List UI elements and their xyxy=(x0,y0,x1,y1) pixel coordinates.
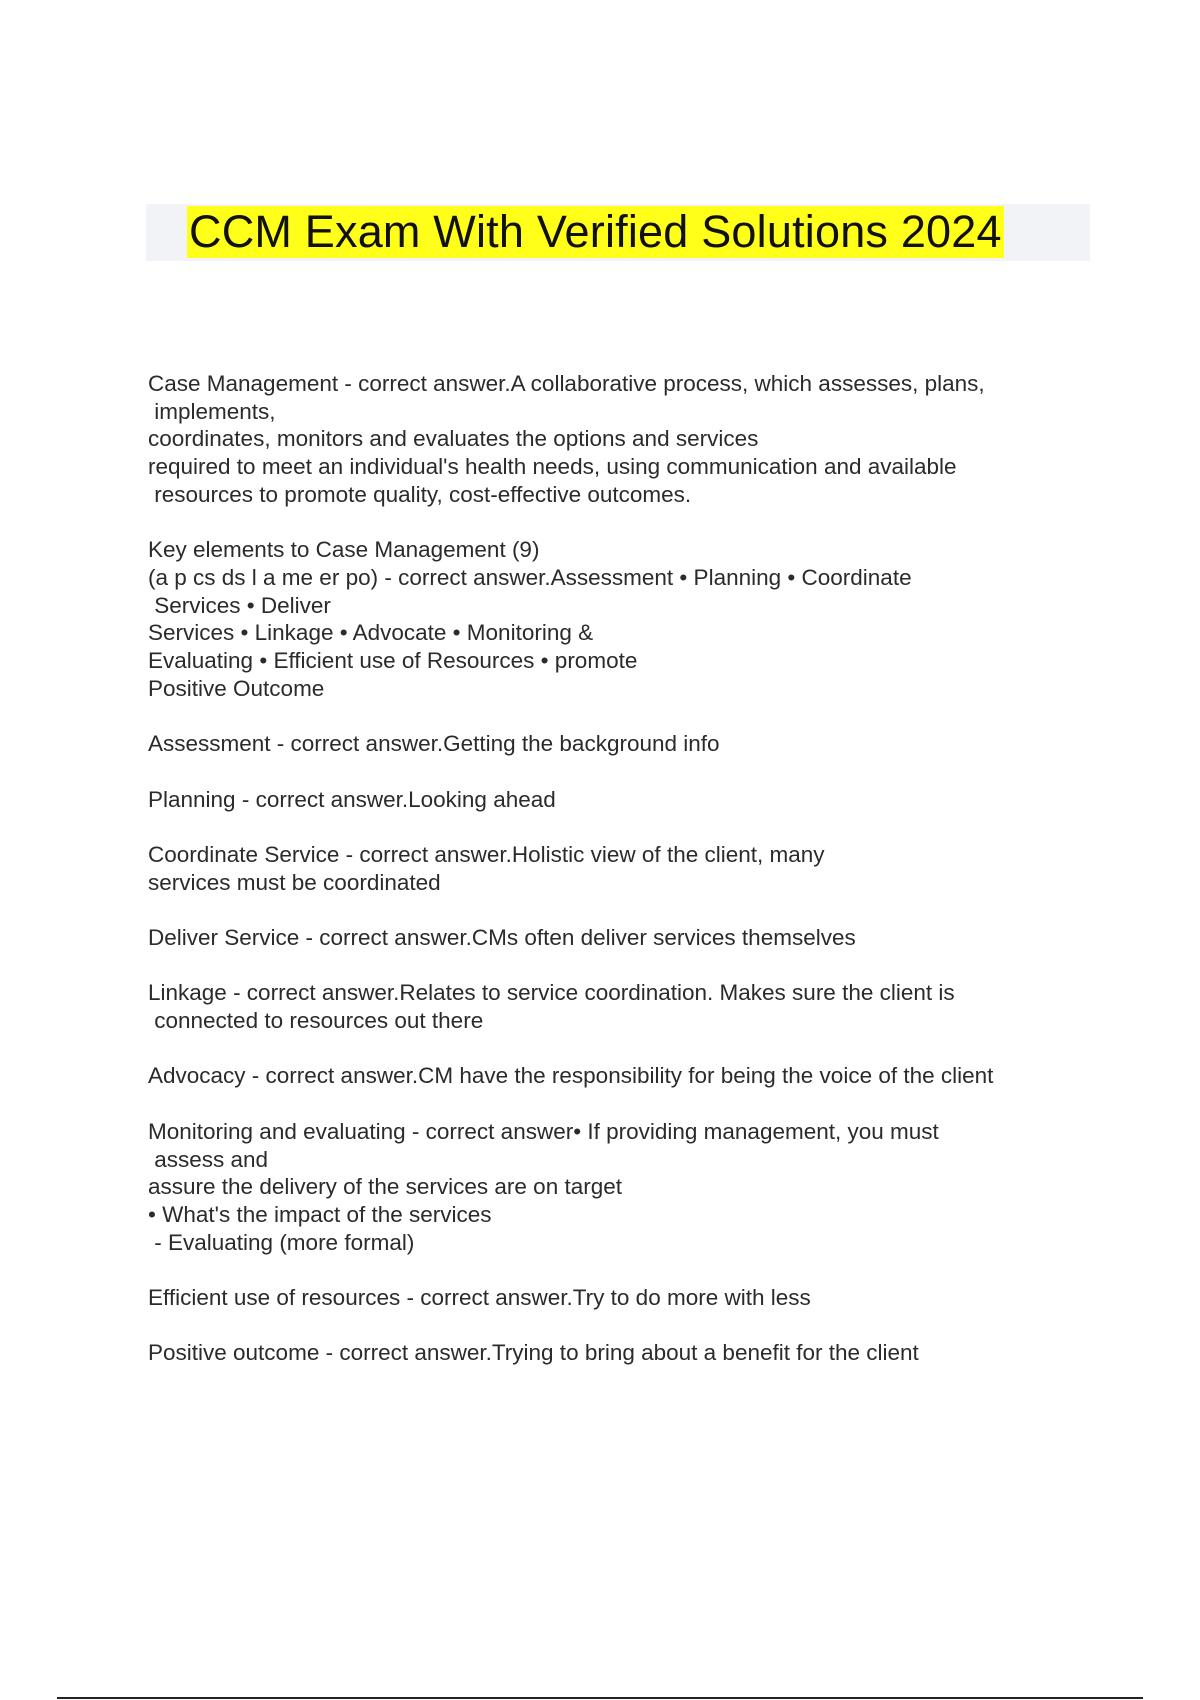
entry-text-line: Services • Linkage • Advocate • Monitoring & xyxy=(148,620,594,646)
entry-text-line: required to meet an individual's health needs, using communication and available xyxy=(148,454,957,480)
entry-text-line: Planning - correct answer.Looking ahead xyxy=(148,786,556,812)
qa-entry xyxy=(148,1118,1098,1257)
qa-entry xyxy=(148,841,1098,896)
entry-text-line: resources to promote quality, cost-effective outcomes. xyxy=(148,481,692,507)
entry-text-line: Efficient use of resources - correct answer.Try to do more with less xyxy=(148,1285,811,1311)
entry-text-line: assure the delivery of the services are on target xyxy=(148,1174,622,1200)
entry-text-line: Deliver Service - correct answer.CMs often deliver services themselves xyxy=(148,924,856,950)
entry-text-line: Key elements to Case Management (9) xyxy=(148,537,540,563)
entry-text-line: Monitoring and evaluating - correct answer• If providing management, you must xyxy=(148,1118,939,1144)
entry-text-line: Coordinate Service - correct answer.Holistic view of the client, many xyxy=(148,841,825,867)
document-title: CCM Exam With Verified Solutions 2024 xyxy=(189,206,1002,257)
entry-text-line: assess and xyxy=(148,1146,269,1172)
entry-text-line: Positive outcome - correct answer.Trying to bring about a benefit for the client xyxy=(148,1340,919,1366)
qa-entry xyxy=(148,730,1098,758)
bottom-divider xyxy=(57,1697,1143,1699)
qa-entry xyxy=(148,1062,1098,1090)
entry-text-line: Evaluating • Efficient use of Resources • promote xyxy=(148,648,638,674)
entry-text-line: - Evaluating (more formal) xyxy=(148,1229,415,1255)
entry-text-line: coordinates, monitors and evaluates the options and services xyxy=(148,426,759,452)
entry-text-line: Case Management - correct answer.A collaborative process, which assesses, plans, xyxy=(148,371,985,396)
entry-text-line: • What's the impact of the services xyxy=(148,1201,492,1227)
qa-entry xyxy=(148,924,1098,952)
entry-text-line: Services • Deliver xyxy=(148,592,331,618)
entry-text-line: Advocacy - correct answer.CM have the responsibility for being the voice of the client xyxy=(148,1063,994,1089)
entry-text-line: services must be coordinated xyxy=(148,869,441,895)
entry-text-line: (a p cs ds l a me er po) - correct answer.Assessment • Planning • Coordinate xyxy=(148,564,912,590)
qa-entry xyxy=(148,370,1098,509)
entry-text-line: Positive Outcome xyxy=(148,675,325,701)
qa-entry xyxy=(148,1339,1098,1367)
qa-entry xyxy=(148,1284,1098,1312)
qa-entry xyxy=(148,979,1098,1034)
entry-text-line: connected to resources out there xyxy=(148,1008,484,1034)
qa-entry xyxy=(148,536,1098,702)
entry-text-line: Linkage - correct answer.Relates to service coordination. Makes sure the client is xyxy=(148,980,955,1006)
document-body xyxy=(148,370,1098,1395)
entry-text-line: Assessment - correct answer.Getting the background info xyxy=(148,731,720,757)
entry-text-line: implements, xyxy=(148,398,276,424)
qa-entry xyxy=(148,786,1098,814)
